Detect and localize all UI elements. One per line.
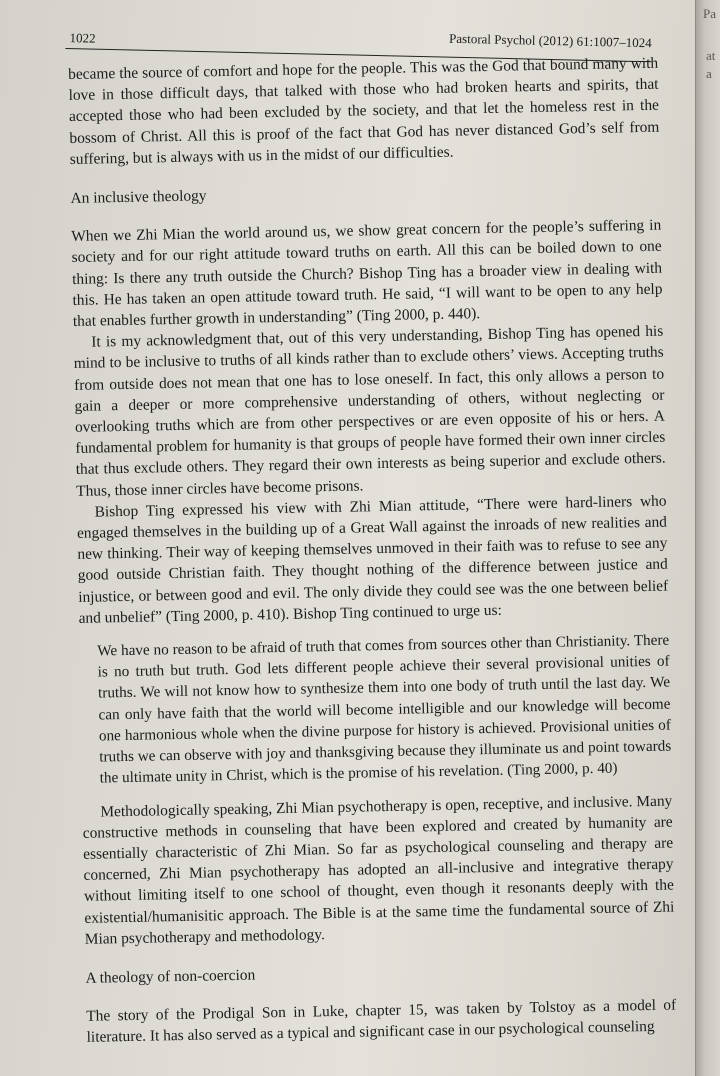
margin-fragment: at xyxy=(706,48,716,63)
page-body xyxy=(68,53,677,1049)
block-quote: We have no reason to be afraid of truth that comes from sources other than Christianity. There is no truth but truth. God lets different people achieve their several provisional unities of truths. We will not know how to synthesize them into one body of truth until the last day. We can only have faith that the world will become intelligible and our knowledge will become one harmonious whole when the divine purpose for history is achieved. Provisional unities of truths we can observe with joy and thanksgiving because they illuminate us and point towards the ultimate unity in Christ, which is the promise of his revelation. (Ting 2000, p. 40) xyxy=(97,631,672,787)
book-page xyxy=(66,0,696,1076)
margin-fragment: Pa xyxy=(703,6,716,21)
section-heading: An inclusive theology xyxy=(70,187,207,207)
journal-citation: Pastoral Psychol (2012) 61:1007–1024 xyxy=(448,30,652,51)
paragraph: Bishop Ting expressed his view with Zhi Mian attitude, “There were hard-liners who engaged themselves in the building up of a Great Wall against the inroads of new realities and new thinking. Their way of keeping themselves unmoved in their faith was to refuse to see any good outside Christian faith. They thought nothing of the difference between justice and injustice, or between good and evil. The only divide they could see was the one between belief and unbelief” (Ting 2000, p. 410). Bishop Ting continued to urge us: xyxy=(76,492,669,627)
paragraph: Methodologically speaking, Zhi Mian psychotherapy is open, receptive, and inclusive. Many constructive methods in counseling that have been explored and created by humanity are essentially characteristic of Zhi Mian. So far as psychological counseling and therapy are concerned, Zhi Mian psychotherapy has adopted an all-inclusive and integrative therapy without limiting itself to one school of thought, even though it resonants deeply with the existential/humanisitic approach. The Bible is at the same time the fundamental source of Zhi Mian psychotherapy and methodology. xyxy=(82,792,675,948)
paragraph: It is my acknowledgment that, out of this very understanding, Bishop Ting has opened his mind to be inclusive to truths of all kinds rather than to exclude others’ views. Accepting truths from outside does not mean that one has to lose oneself. In fact, this only allows a person to gain a deeper or more comprehensive understanding of others, without neglecting or overlooking truths which are from other perspectives or are even opposite of his or hers. A fundamental problem for humanity is that groups of people have formed their own inner circles that thus exclude others. They regard their own interests as being superior and exclude others. Thus, those inner circles have become prisons. xyxy=(73,322,666,500)
margin-fragment: a xyxy=(706,66,712,81)
paragraph: When we Zhi Mian the world around us, we show great concern for the people’s suffering in society and for our right attitude toward truths on earth. All this can be boiled down to one thing: Is there any truth outside the Church? Bishop Ting has a broader view in dealing with this. He has taken an open attitude toward truth. He said, “I will want to be open to any help that enables further growth in understanding” (Ting 2000, p. 440). xyxy=(71,216,663,330)
paragraph: The story of the Prodigal Son in Luke, chapter 15, was taken by Tolstoy as a model of literature. It has also served as a typical and significant case in our psychological counseling xyxy=(86,996,677,1047)
adjacent-page-edge xyxy=(695,0,720,1076)
paragraph: became the source of comfort and hope for the people. This was the God that bound many with love in those difficult days, that talked with those who had broken hearts and spirits, that accepted those who had been excluded by the society, and that let the homeless rest in the bossom of Christ. All this is proof of the fact that God has never distanced God’s self from suffering, but is always with us in the midst of our difficulties. xyxy=(68,54,660,168)
page-number: 1022 xyxy=(69,30,96,46)
section-heading: A theology of non-coercion xyxy=(85,966,256,987)
